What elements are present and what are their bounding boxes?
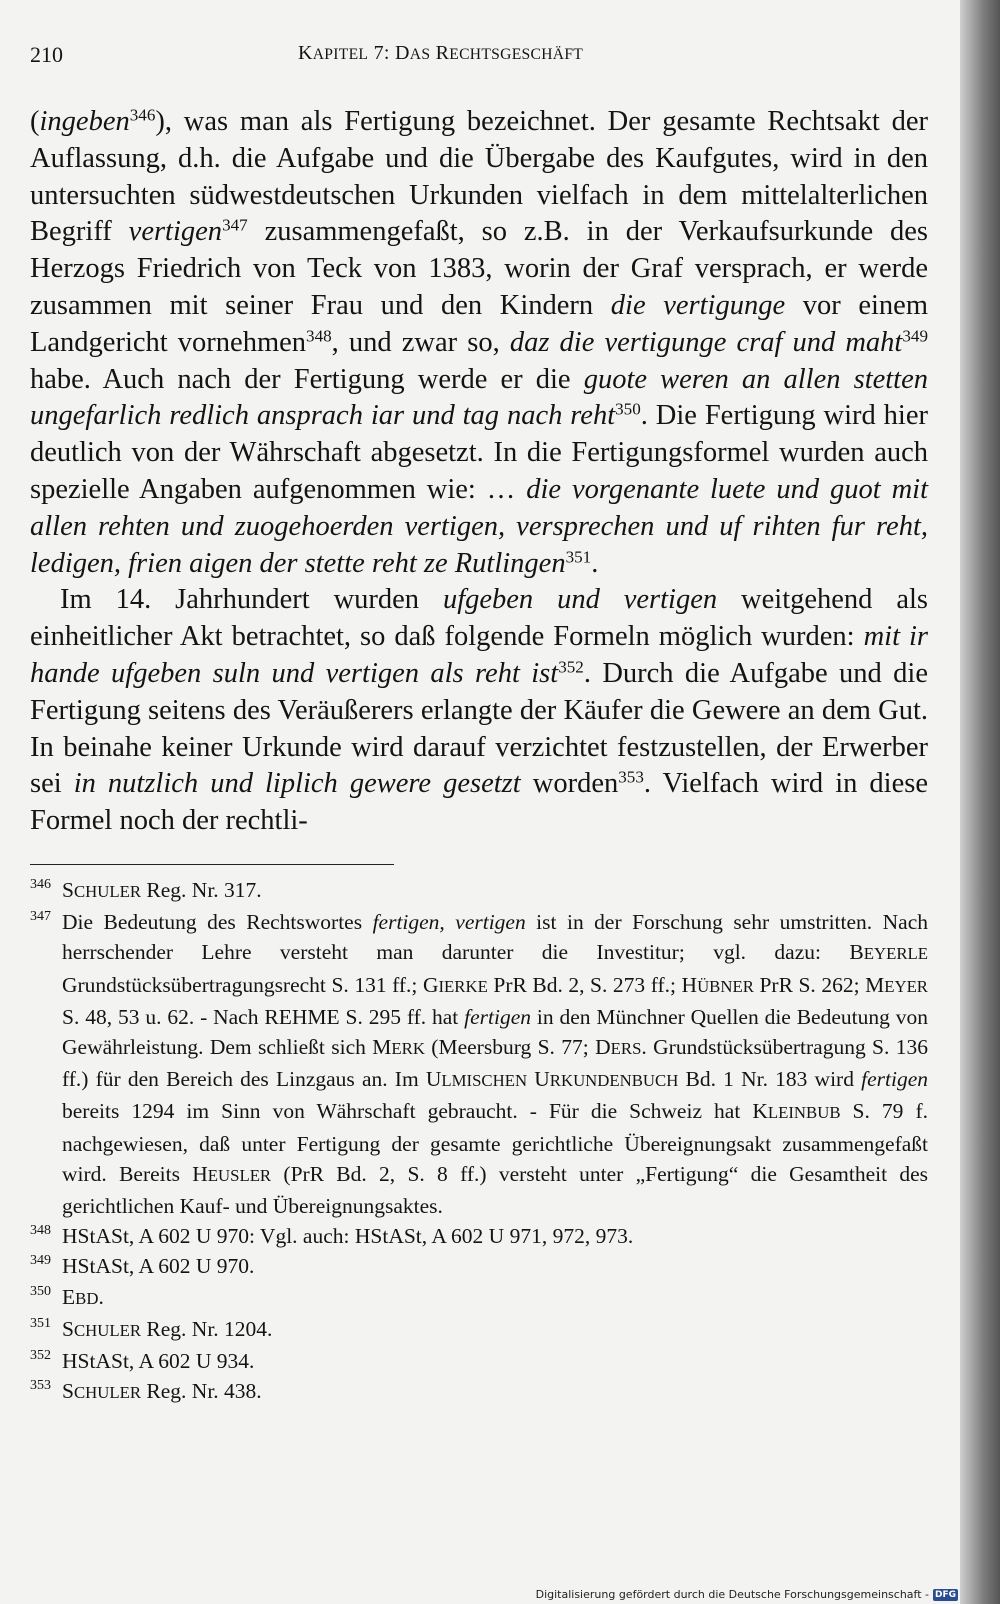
main-text	[30, 104, 928, 840]
digitization-credit	[536, 1588, 958, 1601]
footnote-number: 346	[30, 877, 51, 892]
footnote-number: 353	[30, 1378, 51, 1394]
dfg-logo-icon: DFG	[934, 1589, 956, 1600]
paragraph-1: (ingeben$^{346}$), was man als Fertigung bezeichnet. Der gesamte Rechtsakt der Auflassung, d.h. die Aufgabe und die Übergabe des Kaufgutes, wird in den untersuchten südwestdeutschen Urkunden vielfach in dem mittelalterlichen Begriff vertigen$^{347}$ zusammengefaßt, so z.B. in der Verkaufsurkunde des Herzogs Friedrich von Teck von 1383, worin der Graf versprach, er werde zusammen mit seiner Frau und den Kindern die vertigunge vor einem Landgericht vornehmen$^{348}$, und zwar so, daz die vertigunge craf und maht$^{349}$ habe. Auch nach der Fertigung werde er die guote weren an allen stetten ungefarlich redlich ansprach iar und tag nach reht$^{350}$. Die Fertigung wird hier deutlich von der Währschaft abgesetzt. In die Fertigungsformel wurden auch spezielle Angaben aufgenommen wie: … die vorgenante luete und guot mit allen rehten und zuogehoerden vertigen, versprechen und uf rihten fur reht, ledigen, frien aigen der stette reht ze Rutlingen$^{351}$.	[30, 105, 928, 579]
footnote-separator	[30, 864, 394, 865]
footnote-352: 352 HStASt, A 602 U 934.	[30, 1348, 255, 1374]
credit-text: Digitalisierung gefördert durch die Deutsche Forschungsgemeinschaft -	[535, 1588, 929, 1601]
footnote-number: 349	[30, 1253, 51, 1269]
footnote-number: 350	[30, 1283, 51, 1299]
footnote-353: 353 SCHULER Reg. Nr. 438.	[30, 1378, 262, 1404]
footnote-351: 351 SCHULER Reg. Nr. 1204.	[30, 1315, 273, 1341]
footnotes	[30, 875, 928, 1408]
running-head: KAPITEL 7: DAS RECHTSGESCHÄFT	[298, 42, 584, 64]
footnote-ref: 346	[129, 105, 156, 125]
footnote-349: 349 HStASt, A 602 U 970.	[30, 1253, 255, 1279]
footnote-number: 351	[30, 1315, 51, 1331]
footnote-number: 352	[30, 1348, 51, 1364]
paragraph-2: Im 14. Jahrhundert wurden ufgeben und vertigen weitgehend als einheitlicher Akt betrachtet, so daß folgende Formeln möglich wurden: mit ir hande ufgeben suln und vertigen als reht ist$^{352}$. Durch die Aufgabe und die Fertigung seitens des Veräußerers erlangte der Käufer die Gewere an dem Gut. In beinahe keiner Urkunde wird darauf verzichtet festzustellen, der Erwerber sei in nutzlich und liplich gewere gesetzt worden$^{353}$. Vielfach wird in diese Formel noch der rechtli-	[30, 584, 928, 837]
footnote-347: 347 Die Bedeutung des Rechtswortes fertigen, vertigen ist in der Forschung sehr umstritten. Nach herrschender Lehre versteht man darunter die Investitur; vgl. dazu: BEYERLE Grundstücksübertragungsrecht S. 131 ff.; GIERKE PrR Bd. 2, S. 273 ff.; HÜBNER PrR S. 262; MEYER S. 48, 53 u. 62. - Nach REHME S. 295 ff. hat fertigen in den Münchner Quellen die Bedeutung von Gewährleistung. Dem schließt sich MERK (Meersburg S. 77; DERS. Grundstücksübertragung S. 136 ff.) für den Bereich des Linzgaus an. Im ULMISCHEN URKUNDENBUCH Bd. 1 Nr. 183 wird fertigen bereits 1294 im Sinn von Währschaft gebraucht. - Für die Schweiz hat KLEINBUB S. 79 f. nachgewiesen, daß unter Fertigung der gesamte gerichtliche Übereignungsakt zusammengefaßt wird. Bereits HEUSLER (PrR Bd. 2, S. 8 ff.) versteht unter „Fertigung“ die Gesamtheit des gerichtlichen Kauf- und Übereignungsaktes.	[30, 909, 928, 1219]
footnote-ref: 349	[902, 326, 928, 346]
footnote-ref: 348	[306, 326, 332, 346]
footnote-ref: 353	[618, 767, 644, 787]
page-edge-shadow	[960, 0, 1000, 1604]
page-header	[30, 42, 930, 76]
footnote-350: 350 EBD.	[30, 1283, 104, 1309]
footnote-ref: 347	[222, 216, 248, 235]
footnote-ref: 350	[615, 399, 641, 419]
footnote-number: 347	[30, 909, 51, 925]
footnote-ref: 351	[565, 547, 592, 567]
page-number: 210	[30, 42, 63, 67]
footnote-number: 348	[30, 1223, 51, 1239]
footnote-ref: 352	[558, 657, 584, 677]
footnote-348: 348 HStASt, A 602 U 970: Vgl. auch: HStASt, A 602 U 971, 972, 973.	[30, 1223, 634, 1249]
footnote-346: 346 SCHULER Reg. Nr. 317.	[30, 877, 262, 902]
